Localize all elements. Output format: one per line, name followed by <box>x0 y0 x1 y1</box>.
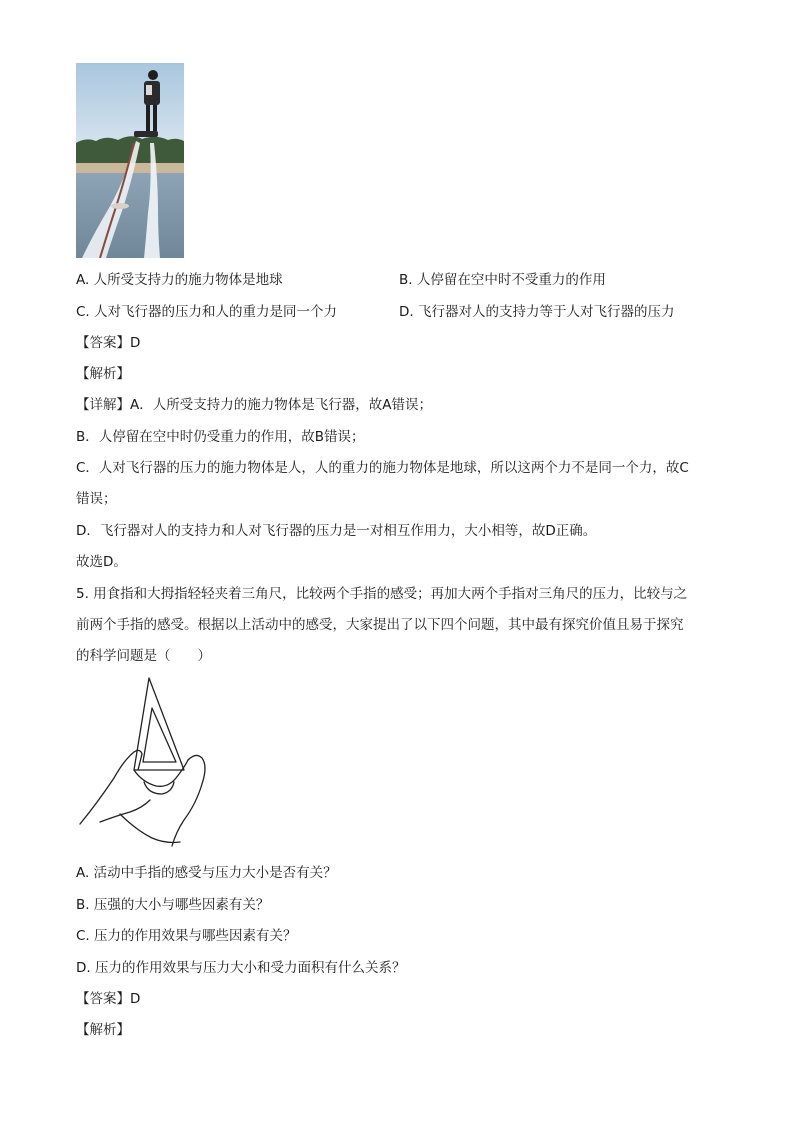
flyboard-photo <box>76 63 184 258</box>
q4-explanation-line: 故选D。 <box>76 554 127 570</box>
q4-answer: 【答案】D <box>76 335 141 351</box>
q5-option-a: A. 活动中手指的感受与压力大小是否有关？ <box>76 865 337 881</box>
q5-answer: 【答案】D <box>76 991 141 1007</box>
q4-explanation-line: B．人停留在空中时仍受重力的作用，故B错误； <box>76 429 365 445</box>
q4-explanation-line: 【详解】A．人所受支持力的施力物体是飞行器，故A错误； <box>76 397 432 413</box>
q4-explanation-line: D．飞行器对人的支持力和人对飞行器的压力是一对相互作用力，大小相等，故D正确。 <box>76 523 597 539</box>
q4-analysis-label: 【解析】 <box>76 366 130 382</box>
q5-stem-line: 前两个手指的感受。根据以上活动中的感受，大家提出了以下四个问题，其中最有探究价值且易于探究 <box>76 617 684 633</box>
q4-option-a: A. 人所受支持力的施力物体是地球 <box>76 272 283 288</box>
hand-triangle-ruler-sketch <box>76 674 216 854</box>
q4-explanation-line: C．人对飞行器的压力的施力物体是人，人的重力的施力物体是地球，所以这两个力不是同一个力，故C <box>76 460 689 476</box>
q5-option-b: B. 压强的大小与哪些因素有关？ <box>76 897 270 913</box>
q5-stem-line: 5. 用食指和大拇指轻轻夹着三角尺，比较两个手指的感受；再加大两个手指对三角尺的压力，比较与之 <box>76 586 688 602</box>
q4-option-c: C. 人对飞行器的压力和人的重力是同一个力 <box>76 304 338 320</box>
q5-analysis-label: 【解析】 <box>76 1022 130 1038</box>
q4-explanation-line: 错误； <box>76 491 117 507</box>
q4-option-b: B. 人停留在空中时不受重力的作用 <box>399 272 606 288</box>
q4-option-d: D. 飞行器对人的支持力等于人对飞行器的压力 <box>399 304 675 320</box>
q5-option-c: C. 压力的作用效果与哪些因素有关？ <box>76 928 297 944</box>
q5-option-d: D. 压力的作用效果与压力大小和受力面积有什么关系？ <box>76 960 406 976</box>
q5-stem-line: 的科学问题是（ ） <box>76 648 211 664</box>
